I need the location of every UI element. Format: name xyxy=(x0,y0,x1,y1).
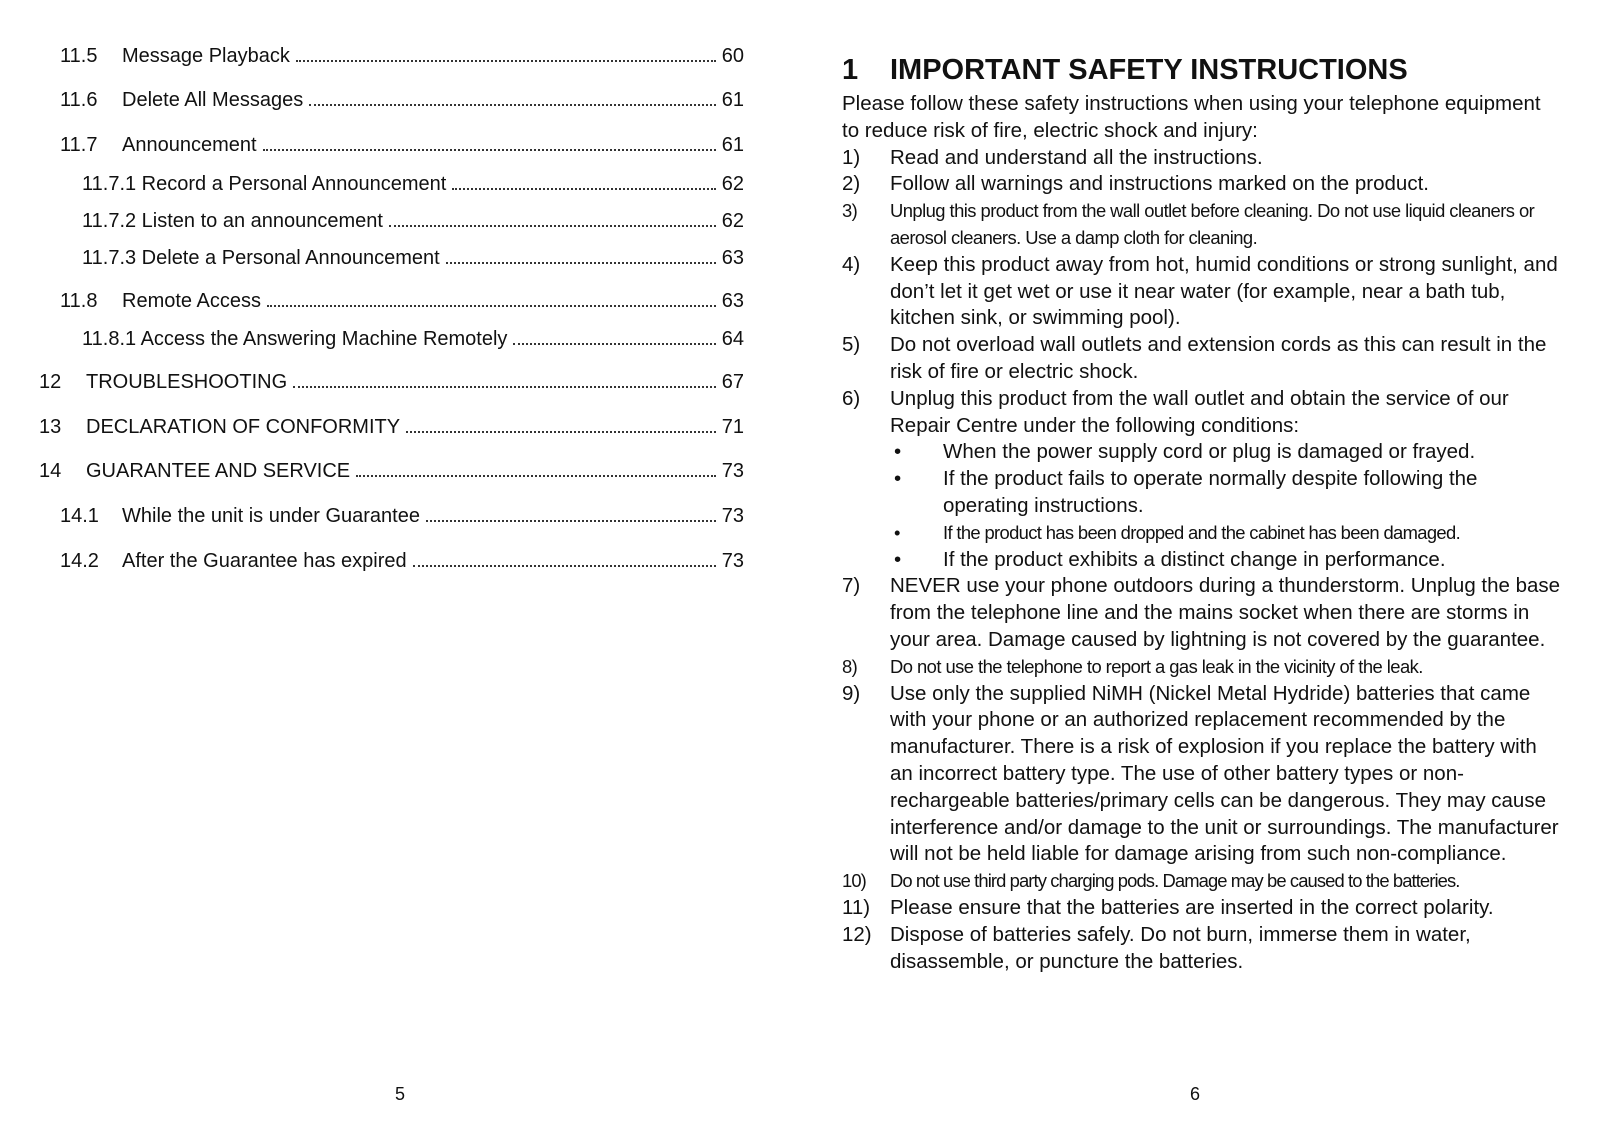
toc-entry-title: GUARANTEE AND SERVICE xyxy=(86,460,351,482)
rule-text: Follow all warnings and instructions marked on the product. xyxy=(890,172,1429,196)
toc-leader-dots xyxy=(309,104,716,106)
safety-rule xyxy=(842,171,1562,198)
toc-entry-page: 61 xyxy=(721,134,744,156)
toc-entry-number: 12 xyxy=(39,371,62,393)
bullet-text: If the product exhibits a distinct change in performance. xyxy=(943,547,1446,571)
toc-entry-title: 11.7.2 Listen to an announcement xyxy=(82,210,383,232)
toc-entry-number: 11.6 xyxy=(60,89,98,111)
rule-number: 8) xyxy=(842,655,858,677)
rule-number: 12) xyxy=(842,922,872,946)
safety-rule xyxy=(842,386,1562,574)
toc-subentry[interactable] xyxy=(82,245,744,271)
table-of-contents xyxy=(0,0,800,700)
toc-leader-dots xyxy=(513,343,716,345)
toc-entry-page: 60 xyxy=(721,45,744,67)
toc-entry-number: 14 xyxy=(39,460,62,482)
toc-entry-title: 11.7.3 Delete a Personal Announcement xyxy=(82,247,440,269)
rule-number: 5) xyxy=(842,333,861,357)
toc-entry[interactable] xyxy=(60,288,744,314)
toc-leader-dots xyxy=(267,305,716,307)
bullet-icon: • xyxy=(894,467,902,491)
toc-entry[interactable] xyxy=(39,369,744,395)
toc-entry-page: 67 xyxy=(721,371,744,393)
rule-text: Do not use the telephone to report a gas leak in the vicinity of the leak. xyxy=(890,655,1423,677)
bullet-text: If the product has been dropped and the cabinet has been damaged. xyxy=(943,521,1461,543)
toc-leader-dots xyxy=(296,60,716,62)
toc-entry-number: 11.8 xyxy=(60,290,98,312)
condition-bullet-list xyxy=(890,439,1562,573)
toc-entry-title: While the unit is under Guarantee xyxy=(122,505,420,527)
bullet-text: If the product fails to operate normally despite following the operating instructions. xyxy=(943,467,1478,517)
safety-rule xyxy=(842,922,1562,976)
bullet-icon: • xyxy=(894,521,900,543)
toc-entry-page: 62 xyxy=(721,173,744,195)
section-heading xyxy=(842,52,1562,88)
safety-rule xyxy=(842,198,1562,252)
toc-entry-title: Delete All Messages xyxy=(122,89,304,111)
toc-entry-page: 71 xyxy=(721,416,744,438)
toc-entry-page: 61 xyxy=(721,89,744,111)
rule-number: 7) xyxy=(842,574,861,598)
toc-entry-page: 73 xyxy=(721,550,744,572)
bullet-item xyxy=(890,466,1562,520)
rule-number: 11) xyxy=(842,895,871,919)
safety-section xyxy=(842,52,1562,975)
rule-text: NEVER use your phone outdoors during a thunderstorm. Unplug the base from the telephone line and the mains socket when there are storms in your area. Damage caused by lightning is not covered by the guarantee. xyxy=(890,574,1561,651)
toc-entry-title: DECLARATION OF CONFORMITY xyxy=(86,416,401,438)
toc-entry[interactable] xyxy=(60,87,744,113)
toc-leader-dots xyxy=(406,431,716,433)
safety-rule xyxy=(842,654,1562,681)
rule-number: 10) xyxy=(842,870,866,892)
bullet-item xyxy=(890,520,1562,547)
toc-leader-dots xyxy=(389,225,716,227)
toc-entry-page: 62 xyxy=(721,210,744,232)
toc-entry[interactable] xyxy=(60,548,744,574)
toc-entry-number: 13 xyxy=(39,416,62,438)
safety-rule xyxy=(842,868,1562,895)
toc-entry[interactable] xyxy=(39,414,744,440)
bullet-icon: • xyxy=(894,547,902,571)
section-heading-number: 1 xyxy=(842,54,859,86)
toc-leader-dots xyxy=(356,475,716,477)
toc-entry-number: 14.2 xyxy=(60,550,99,572)
safety-rule xyxy=(842,332,1562,386)
section-heading-title: IMPORTANT SAFETY INSTRUCTIONS xyxy=(890,54,1408,86)
toc-entry[interactable] xyxy=(60,503,744,529)
toc-entry-page: 63 xyxy=(721,290,744,312)
rule-number: 4) xyxy=(842,252,861,276)
safety-rule xyxy=(842,145,1562,172)
toc-entry[interactable] xyxy=(60,132,744,158)
toc-leader-dots xyxy=(263,149,716,151)
bullet-text: When the power supply cord or plug is damaged or frayed. xyxy=(943,440,1476,464)
bullet-icon: • xyxy=(894,440,902,464)
toc-entry-title: 11.8.1 Access the Answering Machine Remotely xyxy=(82,328,508,350)
toc-leader-dots xyxy=(293,386,716,388)
safety-intro-paragraph: Please follow these safety instructions when using your telephone equipment to reduce risk of fire, electric shock and injury: xyxy=(842,92,1541,142)
toc-entry[interactable] xyxy=(60,43,744,69)
rule-text: Dispose of batteries safely. Do not burn, immerse them in water, disassemble, or puncture the batteries. xyxy=(890,922,1471,973)
rule-text: Unplug this product from the wall outlet before cleaning. Do not use liquid cleaners or aerosol cleaners. Use a damp cloth for cleaning. xyxy=(890,200,1535,248)
rule-text: Please ensure that the batteries are inserted in the correct polarity. xyxy=(890,895,1494,919)
rule-number: 2) xyxy=(842,172,861,196)
toc-entry-page: 63 xyxy=(721,247,744,269)
bullet-item xyxy=(890,547,1562,574)
toc-leader-dots xyxy=(452,188,716,190)
rule-text: Do not overload wall outlets and extension cords as this can result in the risk of fire or electric shock. xyxy=(890,333,1547,383)
toc-entry-page: 64 xyxy=(721,328,744,350)
toc-subentry[interactable] xyxy=(82,171,744,197)
toc-entry-number: 14.1 xyxy=(60,505,99,527)
toc-entry-title: 11.7.1 Record a Personal Announcement xyxy=(82,173,447,195)
rule-number: 1) xyxy=(842,145,861,169)
rule-text-with-bullets xyxy=(890,386,1562,574)
toc-subentry[interactable] xyxy=(82,326,744,352)
toc-entry-number: 11.5 xyxy=(60,45,98,67)
rule-text: Use only the supplied NiMH (Nickel Metal Hydride) batteries that came with your phone or an authorized replacement recommended by the manufacturer. There is a risk of explosion if you replace the battery with an incorrect battery type. The use of other battery types or non-rechargeable batteries/primary cells can be dangerous. They may cause interference and/or damage to the unit or surroundings. The manufacturer will not be held liable for damage arising from such non-compliance. xyxy=(890,681,1559,866)
bullet-item xyxy=(890,439,1562,466)
toc-entry-title: TROUBLESHOOTING xyxy=(86,371,288,393)
rule-number: 9) xyxy=(842,681,861,705)
toc-leader-dots xyxy=(413,565,716,567)
toc-entry-page: 73 xyxy=(721,505,744,527)
right-page xyxy=(800,0,1600,1132)
safety-rule xyxy=(842,895,1562,922)
safety-rule xyxy=(842,681,1562,869)
toc-leader-dots xyxy=(426,520,716,522)
toc-entry-title: After the Guarantee has expired xyxy=(122,550,407,572)
toc-entry-title: Announcement xyxy=(122,134,257,156)
rule-text: Unplug this product from the wall outlet and obtain the service of our Repair Centre under the following conditions: xyxy=(890,386,1509,437)
rule-text: Do not use third party charging pods. Damage may be caused to the batteries. xyxy=(890,870,1460,892)
safety-rules-list xyxy=(842,145,1562,976)
toc-entry-number: 11.7 xyxy=(60,134,98,156)
toc-subentry[interactable] xyxy=(82,208,744,234)
toc-entry-title: Message Playback xyxy=(122,45,290,67)
safety-rule xyxy=(842,252,1562,332)
toc-entry[interactable] xyxy=(39,458,744,484)
rule-text: Read and understand all the instructions. xyxy=(890,145,1263,169)
toc-entry-page: 73 xyxy=(721,460,744,482)
toc-leader-dots xyxy=(446,262,716,264)
toc-entry-title: Remote Access xyxy=(122,290,261,312)
rule-number: 6) xyxy=(842,386,861,410)
page-number-right: 6 xyxy=(1189,1084,1200,1104)
safety-rule xyxy=(842,573,1562,653)
page-number-left: 5 xyxy=(394,1084,405,1104)
rule-text: Keep this product away from hot, humid conditions or strong sunlight, and don’t let it get wet or use it near water (for example, near a bath tub, kitchen sink, or swimming pool). xyxy=(890,252,1558,330)
rule-number: 3) xyxy=(842,200,858,222)
